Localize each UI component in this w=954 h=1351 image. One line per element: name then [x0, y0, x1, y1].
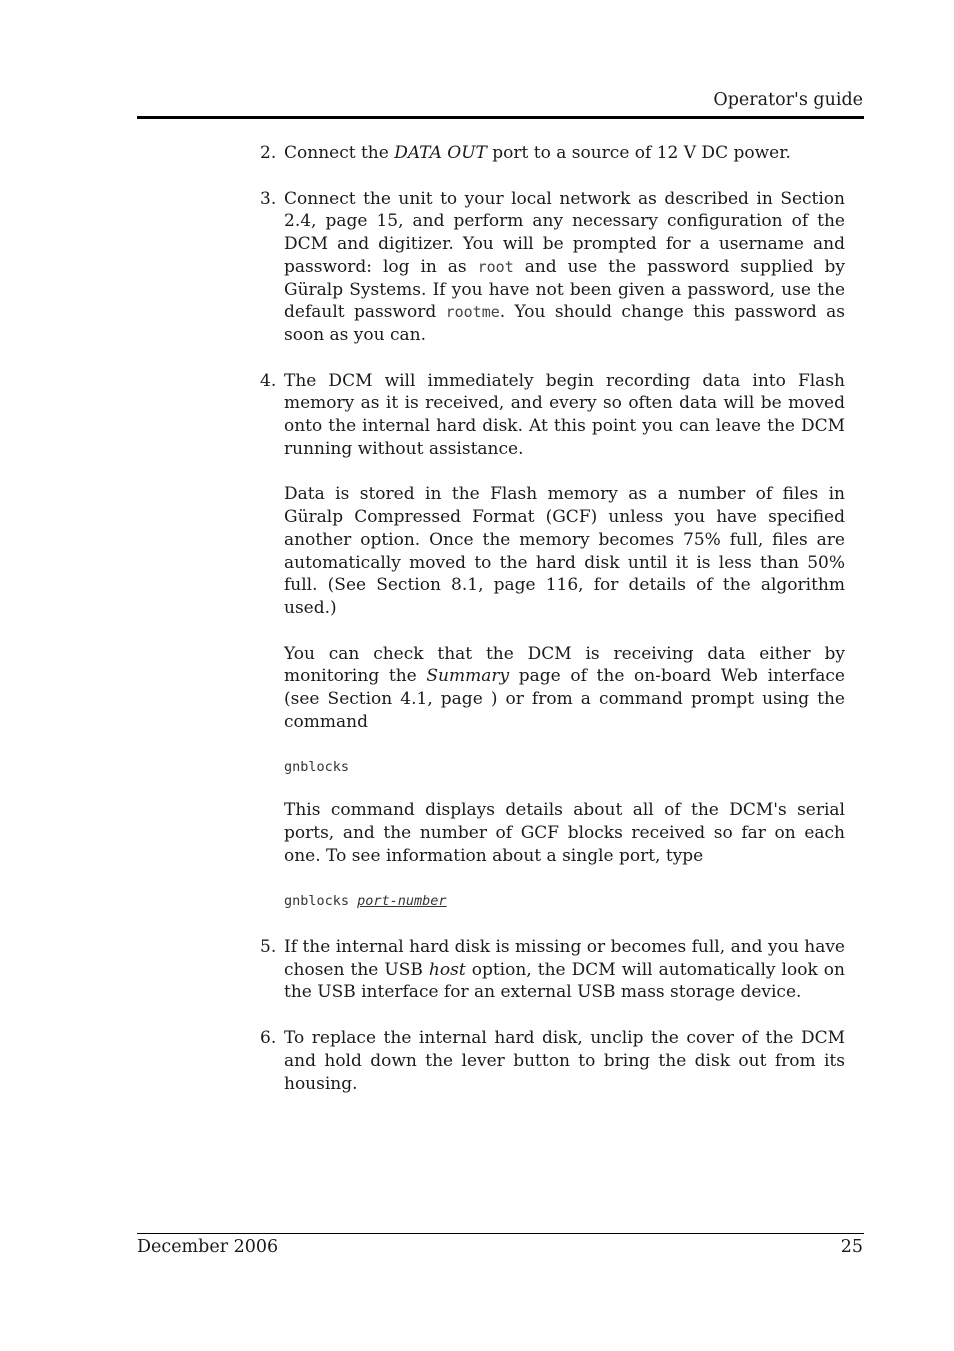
text-span: Connect the [284, 143, 395, 163]
list-item [260, 370, 845, 913]
text-span: You can check that the DCM is receiving data either by monitoring the [284, 643, 845, 687]
command-argument: port-number [357, 893, 447, 910]
page-name: Summary [426, 666, 510, 687]
instructions-list [260, 142, 845, 1118]
text-span: . You should change this password as soon as you can. [284, 302, 845, 345]
text-span: and use the password supplied by Güralp Systems. If you have not been given a password, use the default password [284, 256, 845, 323]
port-name: DATA OUT [394, 143, 487, 163]
step-text [284, 142, 845, 165]
step-number: 6. [260, 1028, 277, 1049]
text-span: port to a source of 12 V DC power. [486, 143, 791, 163]
step-number: 5. [260, 936, 277, 957]
footer-date: December 2006 [137, 1237, 279, 1257]
list-item [260, 936, 845, 1004]
step-text [284, 188, 845, 347]
footer-rule [137, 1233, 864, 1234]
step-number: 4. [260, 370, 277, 391]
username-code: root [477, 257, 514, 276]
step-number: 3. [260, 188, 277, 209]
step-number: 2. [260, 143, 277, 163]
paragraph: This command displays details about all of the DCM's serial ports, and the number of GCF blocks received so far on each one. To see information about a single port, type [284, 800, 845, 866]
step-text: To replace the internal hard disk, unclip the cover of the DCM and hold down the lever button to bring the disk out from its housing. [284, 1028, 845, 1094]
list-item [260, 142, 845, 165]
list-item [260, 188, 845, 347]
list-item [260, 1027, 845, 1095]
paragraph: Data is stored in the Flash memory as a number of files in Güralp Compressed Format (GCF) unless you have specified another option. Once the memory becomes 75% full, files are automatically moved to the hard disk until it is less than 50% full. (See Section 8.1, page 116, for details of the algorithm used.) [284, 484, 845, 618]
text-span: If the internal hard disk is missing or becomes full, and you have chosen the USB [284, 936, 845, 980]
option-name: host [428, 959, 466, 980]
text-span: Connect the unit to your local network as described in Section 2.4, page 15, and perform any necessary configuration of the DCM and digitizer. You will be prompted for a username and password: log in as [284, 188, 845, 277]
paragraph: The DCM will immediately begin recording data into Flash memory as it is received, and every so often data will be moved onto the internal hard disk. At this point you can leave the DCM running without assistance. [284, 370, 845, 459]
page-header-title: Operator's guide [713, 90, 863, 110]
command-line [284, 890, 845, 913]
command-text: gnblocks [284, 893, 358, 910]
step-text [284, 936, 845, 1004]
text-span: page of the on-board Web interface (see Section 4.1, page ) or from a command prompt using the command [284, 666, 845, 732]
password-code: rootme [445, 303, 500, 322]
text-span: option, the DCM will automatically look on the USB interface for an external USB mass storage device. [284, 959, 845, 1003]
command-line: gnblocks [284, 759, 350, 776]
paragraph [284, 643, 845, 734]
header-rule [137, 116, 864, 119]
page-number: 25 [840, 1237, 863, 1257]
